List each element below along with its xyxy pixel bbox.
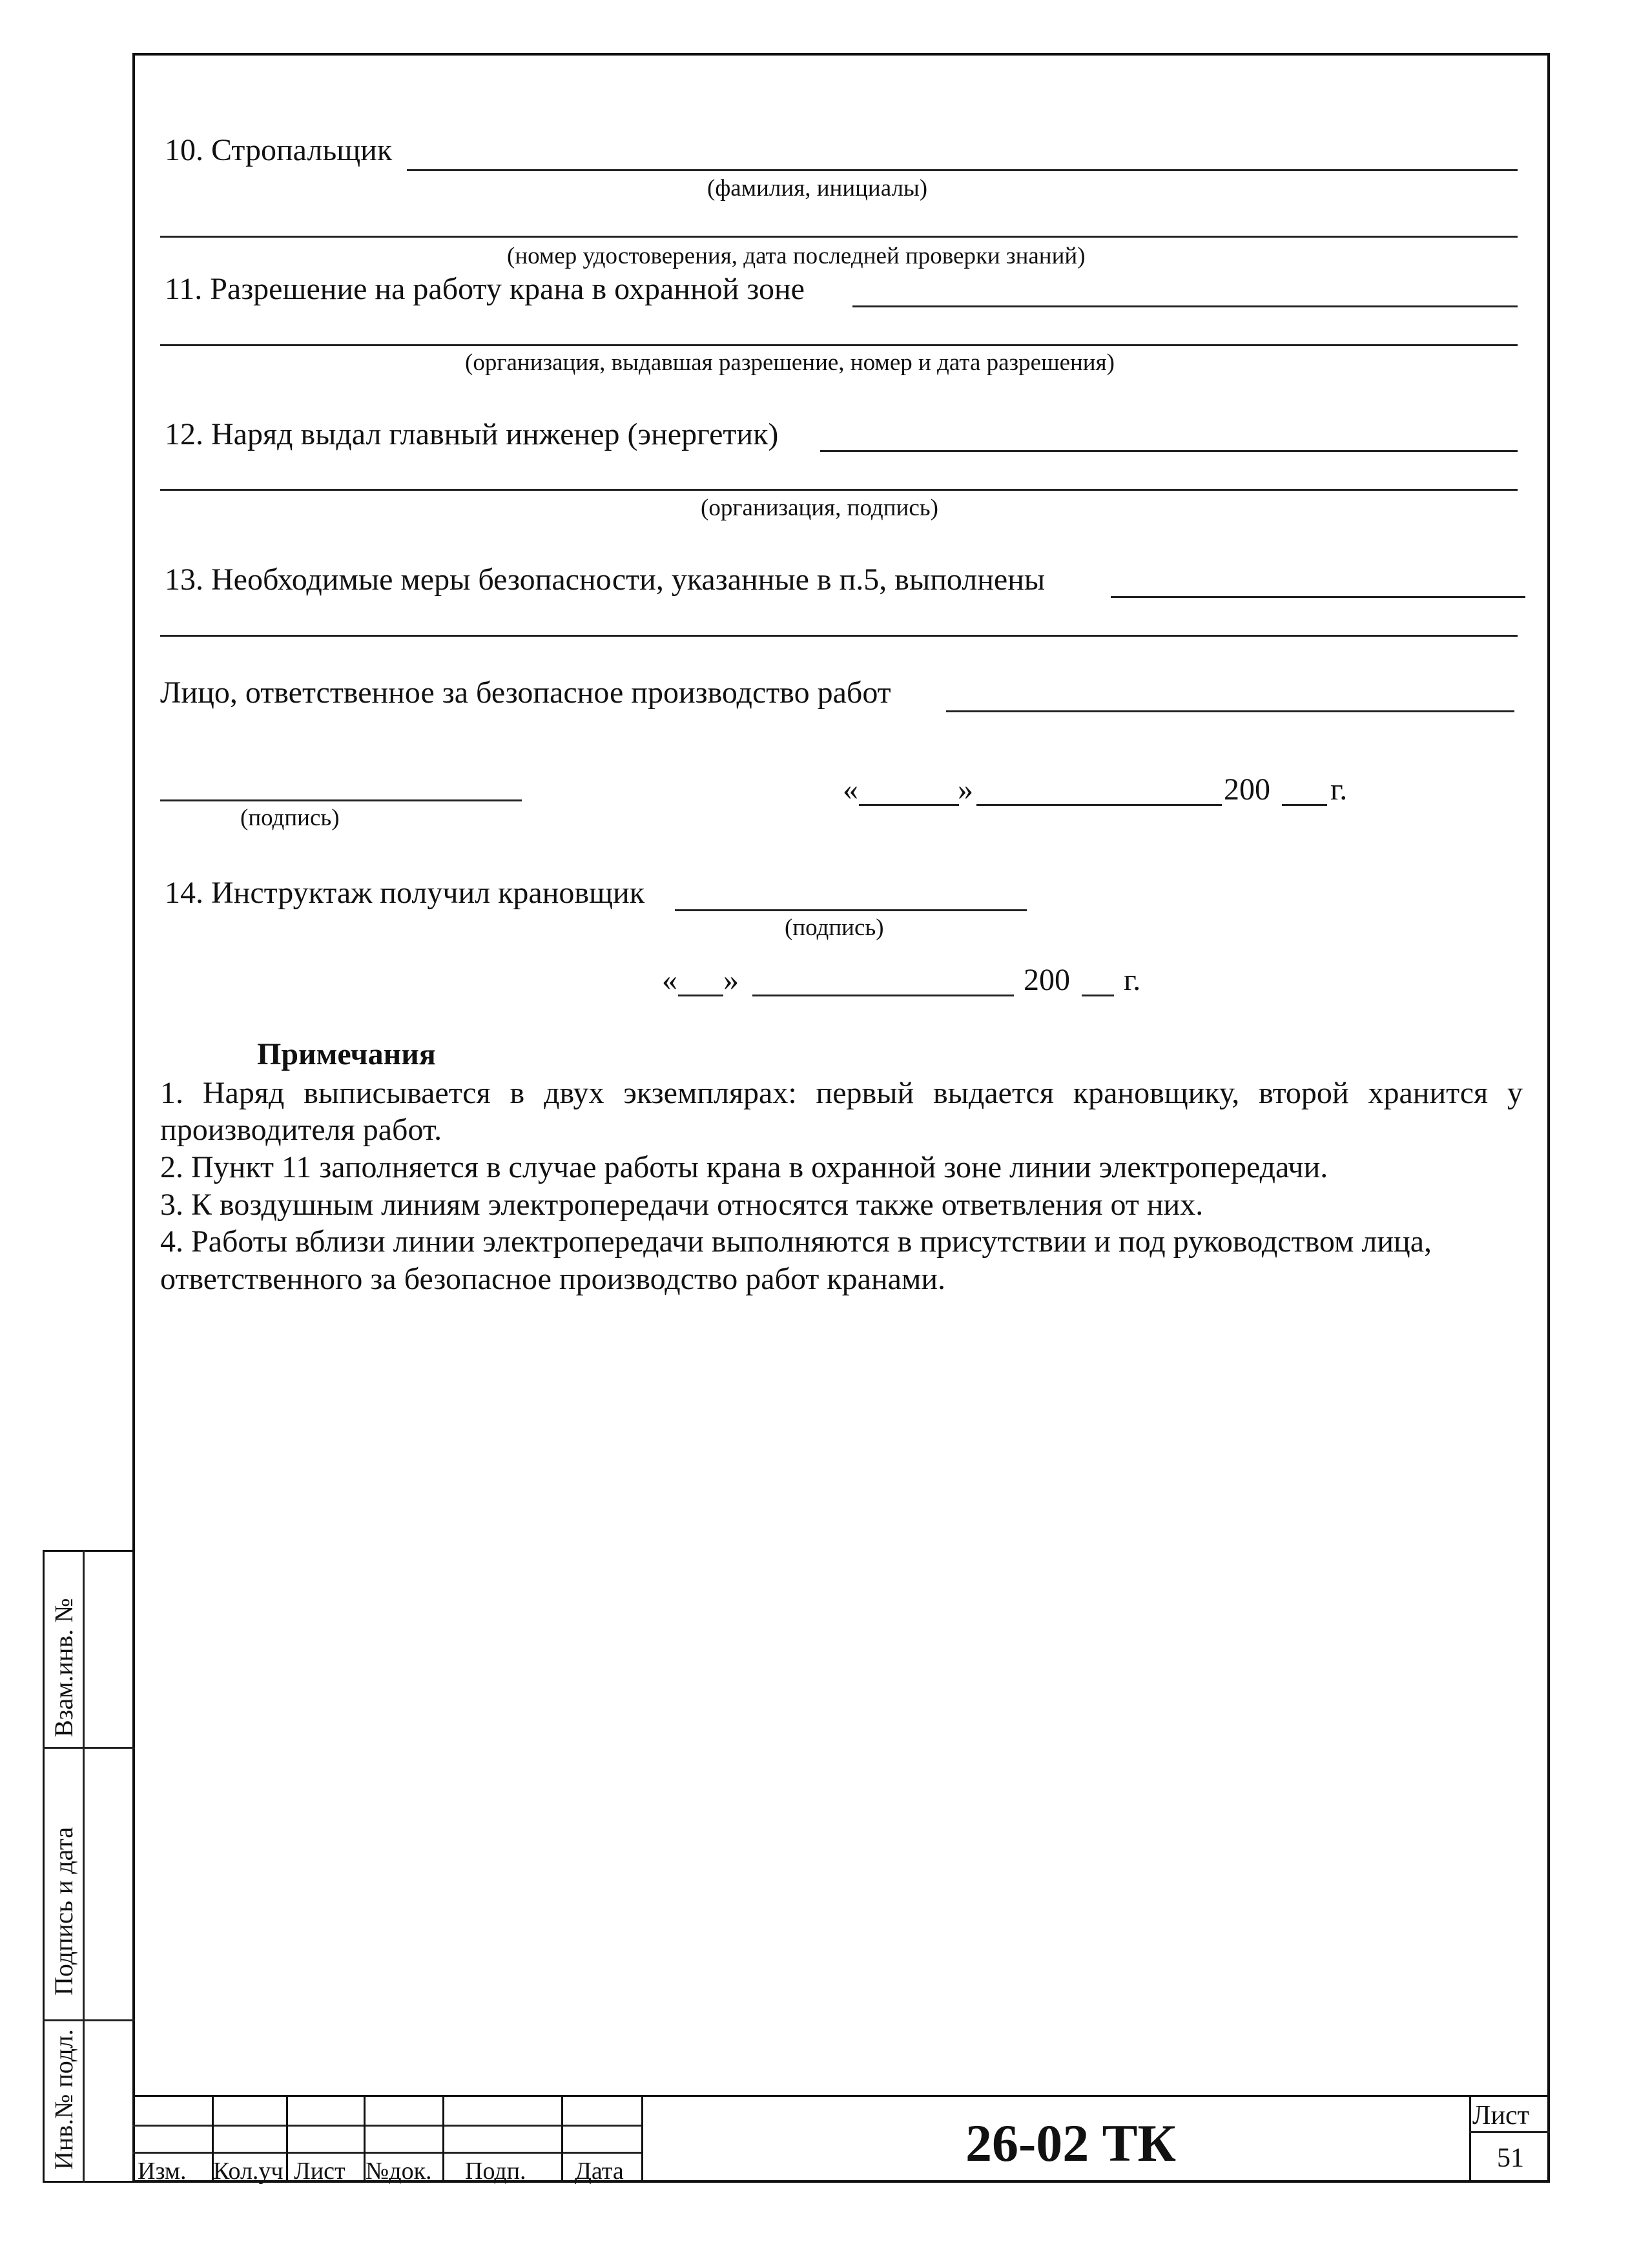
tb-sheet-divider [1469, 2131, 1550, 2133]
tb-data: Дата [575, 2158, 624, 2185]
item14-signature-field[interactable] [675, 909, 1027, 911]
date2-year-prefix: 200 [1024, 963, 1070, 997]
note-2: 2. Пункт 11 заполняется в случае работы крана в охранной зоне линии электропередачи. [160, 1150, 1328, 1184]
side-strip-divider-2 [43, 2019, 135, 2021]
sheet-number: 51 [1497, 2143, 1524, 2173]
tb-col-2 [286, 2095, 288, 2183]
item14-label: 14. Инструктаж получил крановщик [165, 876, 645, 910]
side-strip-divider-1 [43, 1747, 135, 1749]
date1-day-field[interactable] [859, 804, 959, 806]
date1-suffix: г. [1330, 772, 1348, 807]
doc-code: 26-02 ТК [965, 2114, 1176, 2172]
tb-podp: Подп. [465, 2158, 526, 2185]
date1-close-quote: » [958, 772, 973, 807]
item10-name-field[interactable] [407, 169, 1518, 171]
tb-row-line-2 [132, 2152, 641, 2154]
side-vzam-label: Взам.инв. № [49, 1598, 78, 1737]
tb-izm: Изм. [138, 2158, 187, 2185]
date1-month-field[interactable] [976, 804, 1222, 806]
signature-field[interactable] [160, 799, 522, 801]
item10-caption1: (фамилия, инициалы) [707, 175, 928, 201]
item12-field-2[interactable] [160, 489, 1518, 491]
sheet-label: Лист [1472, 2101, 1529, 2130]
side-inv-label: Инв.№ подл. [49, 2029, 78, 2170]
tb-list: Лист [294, 2158, 345, 2185]
date2-suffix: г. [1124, 963, 1141, 997]
note-1-line-2: производителя работ. [160, 1113, 442, 1147]
note-4-line-2: ответственного за безопасное производство работ кранами. [160, 1262, 946, 1296]
date2-open-quote: « [662, 963, 677, 997]
item11-caption: (организация, выдавшая разрешение, номер и дата разрешения) [465, 349, 1115, 376]
item11-field-2[interactable] [160, 344, 1518, 346]
item11-label: 11. Разрешение на работу крана в охранной зоне [165, 272, 805, 306]
date2-month-field[interactable] [752, 995, 1014, 996]
item10-cert-field[interactable] [160, 236, 1518, 238]
date1-year-prefix: 200 [1224, 772, 1270, 807]
date1-open-quote: « [843, 772, 858, 807]
note-4-line-1: 4. Работы вблизи линии электропередачи выполняются в присутствии и под руководством лица, [160, 1224, 1432, 1259]
tb-col-sheet [1469, 2095, 1471, 2183]
item10-label: 10. Стропальщик [165, 133, 393, 167]
responsible-field[interactable] [946, 710, 1514, 712]
item11-field[interactable] [852, 305, 1518, 307]
item13-field-2[interactable] [160, 635, 1518, 637]
signature-caption: (подпись) [240, 805, 340, 831]
date2-close-quote: » [723, 963, 739, 997]
item10-caption2: (номер удостоверения, дата последней проверки знаний) [507, 243, 1086, 269]
item12-label: 12. Наряд выдал главный инженер (энергетик) [165, 417, 779, 451]
date1-year-field[interactable] [1282, 804, 1327, 806]
item12-caption: (организация, подпись) [701, 495, 938, 521]
tb-col-5 [561, 2095, 563, 2183]
side-podpis-label: Подпись и дата [49, 1826, 78, 1995]
tb-col-6 [641, 2095, 643, 2183]
note-1-line-1: 1. Наряд выписывается в двух экземплярах: первый выдается крановщику, второй хранится у [160, 1076, 1523, 1110]
note-3: 3. К воздушным линиям электропередачи относятся также ответвления от них. [160, 1188, 1204, 1222]
date2-year-field[interactable] [1082, 995, 1114, 996]
notes-title: Примечания [257, 1037, 436, 1071]
item13-field[interactable] [1111, 596, 1525, 598]
item13-label: 13. Необходимые меры безопасности, указанные в п.5, выполнены [165, 562, 1046, 597]
tb-kolvo: Кол.уч [213, 2158, 284, 2185]
tb-ndok: №док. [366, 2158, 432, 2185]
tb-col-4 [442, 2095, 444, 2183]
item12-field[interactable] [820, 450, 1518, 452]
item14-caption: (подпись) [785, 914, 884, 941]
date2-day-field[interactable] [678, 995, 723, 996]
tb-row-line-1 [132, 2125, 641, 2127]
side-strip-inner-line [83, 1550, 85, 2183]
responsible-label: Лицо, ответственное за безопасное производство работ [160, 675, 891, 710]
